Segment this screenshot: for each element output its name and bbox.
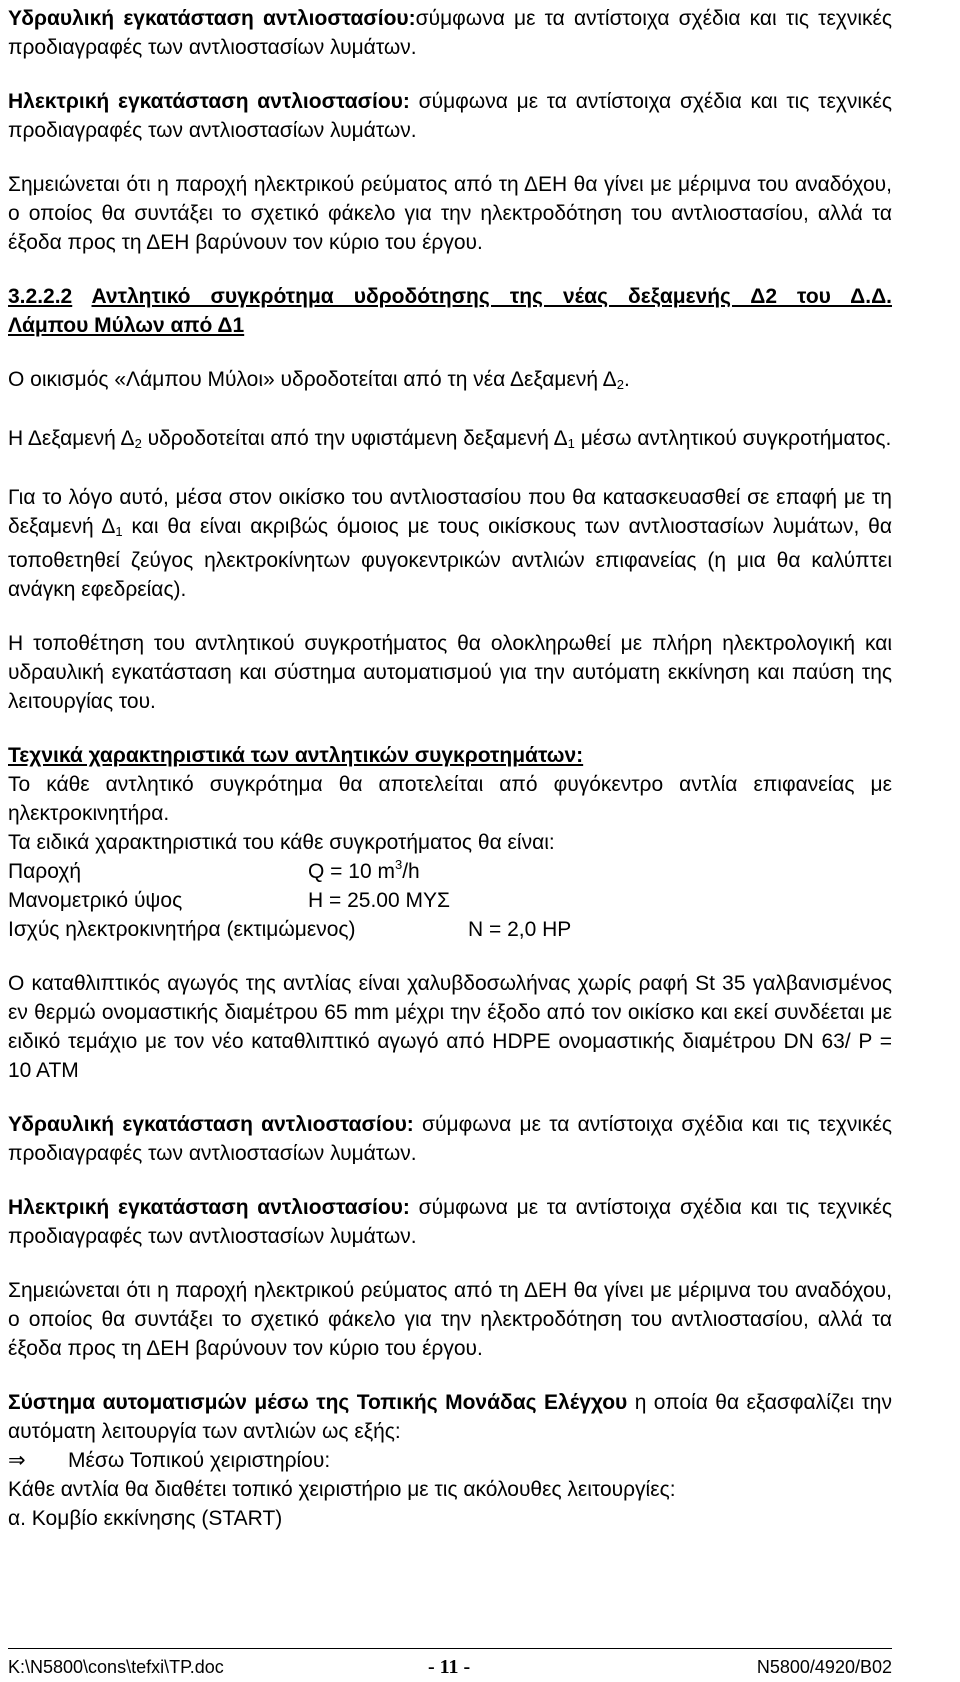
local-control-line: Κάθε αντλία θα διαθέτει τοπικό χειριστήριο με τις ακόλουθες λειτουργίες: [8, 1478, 676, 1501]
spec-row-head [8, 886, 892, 915]
paragraph-bold-lead: Ηλεκτρική εγκατάσταση αντλιοστασίου: [8, 1196, 410, 1219]
list-item-text: Μέσω Τοπικού χειριστηρίου: [68, 1449, 331, 1472]
paragraph-bold-lead: Υδραυλική εγκατάσταση αντλιοστασίου: [8, 1113, 414, 1136]
list-item [8, 1446, 892, 1475]
paragraph-text: σύμφωνα με τα αντίστοιχα σχέδια και τις τεχνικές προδιαγραφές των αντλιοστασίων λυμάτων. [8, 7, 892, 59]
paragraph-text: Για το λόγο αυτό, μέσα στον οικίσκο του αντλιοστασίου που θα κατασκευασθεί σε επαφή με τη δεξαμενή Δ [8, 486, 892, 538]
section-title-line2: Λάμπου Μύλων από Δ1 [8, 314, 245, 337]
document-body [8, 4, 892, 1533]
page-footer [8, 1648, 892, 1678]
power-supply-note-paragraph: Σημειώνεται ότι η παροχή ηλεκτρικού ρεύματος από τη ΔΕΗ θα γίνει με μέριμνα του αναδόχου, ο οποίος θα συντάξει το σχετικό φάκελο για την ηλεκτροδότηση του αντλιοστασίου, αλλά τα έξοδα προς τη ΔΕΗ βαρύνουν τον κύριο του έργου. [8, 173, 892, 254]
technical-line-2: Τα ειδικά χαρακτηριστικά του κάθε συγκροτήματος θα είναι: [8, 831, 555, 854]
paragraph-text: σύμφωνα με τα αντίστοιχα σχέδια και τις τεχνικές προδιαγραφές των αντλιοστασίων λυμάτων. [8, 90, 892, 142]
paragraph-text: και θα είναι ακριβώς όμοιος με τους οικίσκους των αντλιοστασίων λυμάτων, θα τοποθετηθεί ζεύγος ηλεκτροκίνητων φυγοκεντρικών αντλιών επιφανείας (η μια θα καλύπτει ανάγκη εφεδρείας). [8, 515, 892, 601]
paragraph-end: . [623, 368, 630, 391]
paragraph-text: η οποία θα εξασφαλίζει την αυτόματη λειτουργία των αντλιών ως εξής: [8, 1391, 892, 1443]
automation-installation-paragraph: Η τοποθέτηση του αντλητικού συγκροτήματος θα ολοκληρωθεί με πλήρη ηλεκτρολογική και υδραυλική εγκατάσταση και σύστημα αυτοματισμού για την αυτόματη εκκίνηση και παύση της λειτουργίας του. [8, 632, 892, 713]
reservoir-supply-paragraph [8, 424, 892, 458]
discharge-pipe-paragraph: Ο καταθλιπτικός αγωγός της αντλίας είναι χαλυβδοσωλήνας χωρίς ραφή St 35 γαλβανισμένος εν θερμώ ονομαστικής διαμέτρου 65 mm μέχρι την έξοδο από τον οικίσκο και εκεί συνδέεται με ειδικό τεμάχιο με τον νέο καταθλιπτικό αγωγό από HDPE ονομαστικής διαμέτρου DN 63/ P = 10 ATM [8, 972, 892, 1082]
technical-characteristics-block [8, 741, 892, 944]
subscript: 2 [134, 436, 142, 451]
hydraulic-installation-paragraph [8, 4, 892, 62]
spec-row-power [8, 915, 892, 944]
paragraph-text: Η Δεξαμενή Δ [8, 427, 135, 450]
spec-value: H = 25.00 ΜΥΣ [308, 889, 450, 912]
electrical-installation-paragraph-2 [8, 1193, 892, 1251]
footer-page-number: - 11 - [428, 1656, 471, 1678]
technical-line-1: Το κάθε αντλητικό συγκρότημα θα αποτελείται από φυγόκεντρο αντλία επιφανείας με ηλεκτροκινητήρα. [8, 773, 892, 825]
paragraph-text: υδροδοτείται από την υφιστάμενη δεξαμενή Δ [141, 427, 568, 450]
spec-value-text: Q = 10 m [308, 860, 395, 883]
spec-label: Μανομετρικό ύψος [8, 889, 183, 912]
footer-document-code: N5800/4920/B02 [756, 1657, 892, 1677]
spec-label: Ισχύς ηλεκτροκινητήρα (εκτιμώμενος) [8, 918, 356, 941]
spec-label: Παροχή [8, 860, 82, 883]
section-number: 3.2.2.2 [8, 285, 73, 308]
hydraulic-installation-paragraph-2 [8, 1110, 892, 1168]
paragraph-text: σύμφωνα με τα αντίστοιχα σχέδια και τις τεχνικές προδιαγραφές των αντλιοστασίων λυμάτων. [8, 1113, 892, 1165]
superscript: 3 [394, 857, 403, 872]
power-supply-note-paragraph-2: Σημειώνεται ότι η παροχή ηλεκτρικού ρεύματος από τη ΔΕΗ θα γίνει με μέριμνα του αναδόχου, ο οποίος θα συντάξει το σχετικό φάκελο για την ηλεκτροδότηση του αντλιοστασίου, αλλά τα έξοδα προς τη ΔΕΗ βαρύνουν τον κύριο του έργου. [8, 1279, 892, 1360]
section-heading-line2 [8, 314, 244, 337]
spec-unit: /h [402, 860, 420, 883]
double-arrow-right-icon: ⇒ [8, 1449, 26, 1472]
pump-house-paragraph [8, 483, 892, 604]
technical-heading: Τεχνικά χαρακτηριστικά των αντλητικών συγκροτημάτων: [8, 744, 584, 767]
start-button-line: α. Κομβίο εκκίνησης (START) [8, 1507, 283, 1530]
subscript: 1 [567, 436, 575, 451]
paragraph-text: Ο οικισμός «Λάμπου Μύλοι» υδροδοτείται από τη νέα Δεξαμενή Δ [8, 368, 617, 391]
paragraph-text: σύμφωνα με τα αντίστοιχα σχέδια και τις τεχνικές προδιαγραφές των αντλιοστασίων λυμάτων. [8, 1196, 892, 1248]
section-heading [8, 282, 892, 340]
electrical-installation-paragraph [8, 87, 892, 145]
automation-system-paragraph [8, 1388, 892, 1446]
section-heading-line1 [8, 282, 892, 311]
spec-row-flow [8, 857, 892, 886]
spec-value [308, 857, 420, 886]
paragraph-text: μέσω αντλητικού συγκροτήματος. [574, 427, 892, 450]
settlement-paragraph [8, 365, 892, 399]
spec-value: N = 2,0 HP [468, 918, 572, 941]
subscript: 1 [115, 524, 123, 539]
footer-divider [8, 1648, 892, 1649]
paragraph-bold-lead: Σύστημα αυτοματισμών μέσω της Τοπικής Μονάδας Ελέγχου [8, 1391, 628, 1414]
paragraph-bold-lead: Υδραυλική εγκατάσταση αντλιοστασίου: [8, 7, 416, 30]
footer-file-path: K:\N5800\cons\tefxi\TP.doc [8, 1657, 224, 1677]
subscript: 2 [616, 377, 624, 392]
paragraph-bold-lead: Ηλεκτρική εγκατάσταση αντλιοστασίου: [8, 90, 410, 113]
section-title-line1: Αντλητικό συγκρότημα υδροδότησης της νέας δεξαμενής Δ2 του Δ.Δ. [91, 285, 892, 308]
